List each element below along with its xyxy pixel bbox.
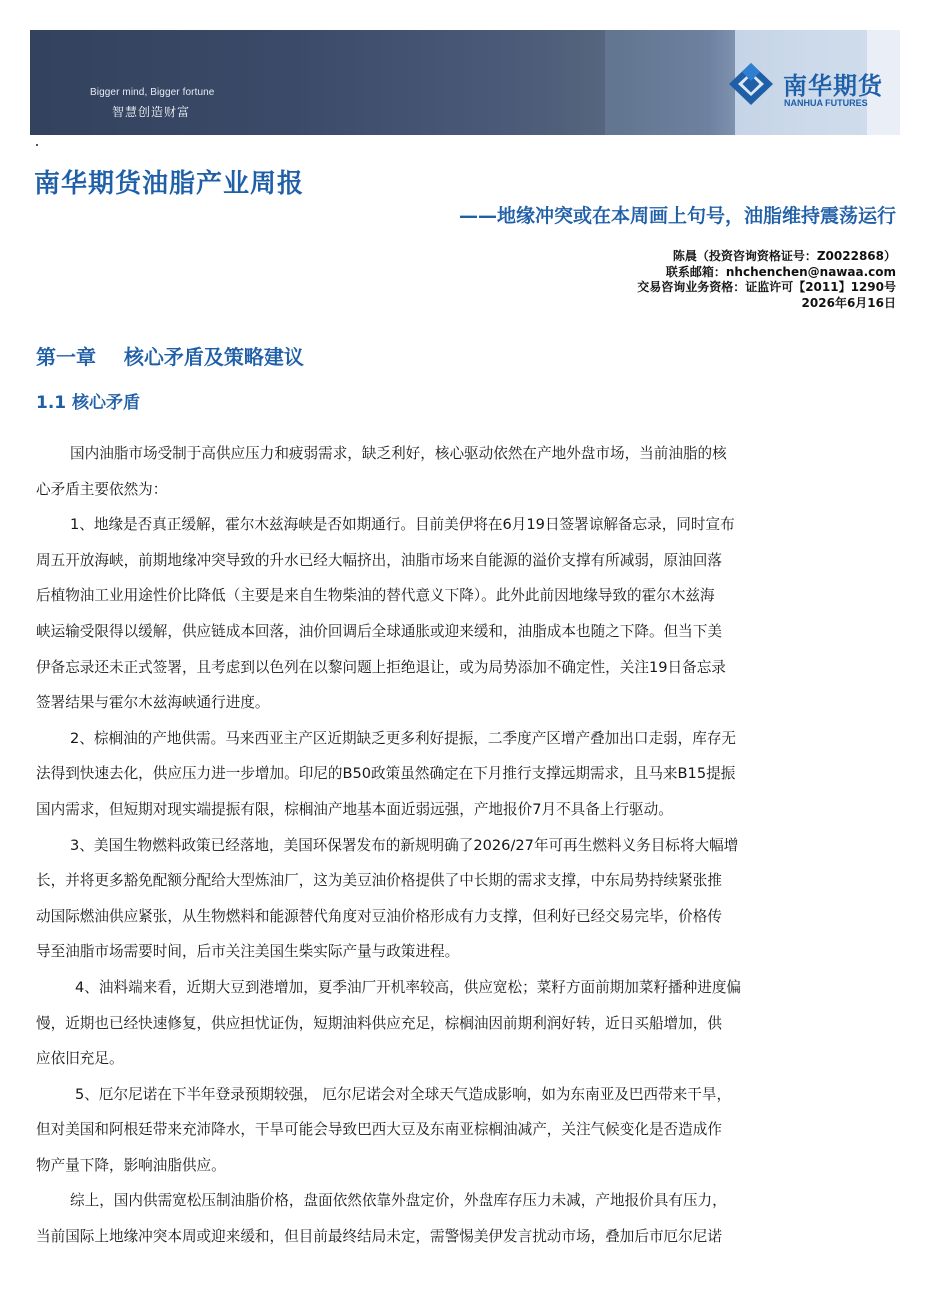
text-line: 当前国际上地缘冲突本周或迎来缓和，但目前最终结局未定，需警惕美伊发言扰动市场，叠加后市厄尔尼诺 (36, 1228, 722, 1246)
text-line: 但对美国和阿根廷带来充沛降水，干旱可能会导致巴西大豆及东南亚棕榈油减产，关注气候变化是否造成作 (36, 1121, 722, 1139)
report-title: 南华期货油脂产业周报 (34, 169, 305, 199)
text-line: 导至油脂市场需要时间，后市关注美国生柴实际产量与政策进程。 (36, 943, 460, 961)
paragraph-point-4 (36, 970, 896, 1077)
email-line: 联系邮箱：nhchenchen@nawaa.com (665, 264, 896, 279)
text-line: 慢，近期也已经快速修复，供应担忧证伪，短期油料供应充足，棕榈油因前期利润好转，近日买船增加，供 (36, 1014, 722, 1032)
text-line: 4、油料端来看，近期大豆到港增加，夏季油厂开机率较高，供应宽松；菜籽方面前期加菜籽播种进度偏 (75, 978, 742, 996)
text-line: 1、地缘是否真正缓解，霍尔木兹海峡是否如期通行。目前美伊将在6月19日签署谅解备忘录，同时宣布 (70, 516, 735, 534)
author-info (637, 249, 896, 311)
text-line: 2、棕榈油的产地供需。马来西亚主产区近期缺乏更多利好提振，二季度产区增产叠加出口走弱，库存无 (70, 729, 737, 747)
text-line: 伊备忘录还未正式签署，且考虑到以色列在以黎问题上拒绝退让，或为局势添加不确定性，关注19日备忘录 (36, 658, 726, 676)
author-line: 陈晨（投资咨询资格证号：Z0022868） (672, 249, 896, 263)
text-line: 心矛盾主要依然为： (36, 480, 168, 498)
banner-panel (605, 30, 735, 135)
slogan-chinese: 智慧创造财富 (112, 105, 191, 119)
section-heading: 1.1 核心矛盾 (36, 393, 141, 413)
text-line: 长，并将更多豁免配额分配给大型炼油厂，这为美豆油价格提供了中长期的需求支撑，中东局势持续紧张推 (36, 872, 722, 890)
chapter-heading: 第一章 核心矛盾及策略建议 (36, 345, 304, 369)
nanhua-logo-icon (727, 61, 775, 107)
text-line: 物产量下降，影响油脂供应。 (36, 1156, 226, 1174)
license-line: 交易咨询业务资格：证监许可【2011】1290号 (637, 280, 896, 294)
report-subtitle: ——地缘冲突或在本周画上句号，油脂维持震荡运行 (458, 205, 896, 227)
page-marker-dot (36, 144, 38, 146)
logo-text-chinese: 南华期货 (783, 72, 883, 100)
text-line: 签署结果与霍尔木兹海峡通行进度。 (36, 694, 270, 712)
text-line: 周五开放海峡，前期地缘冲突导致的升水已经大幅挤出，油脂市场来自能源的溢价支撑有所减弱，原油回落 (36, 551, 722, 569)
text-line: 法得到快速去化，供应压力进一步增加。印尼的B50政策虽然确定在下月推行支撑远期需求，且马来B15提振 (36, 765, 736, 783)
text-line: 国内需求，但短期对现实端提振有限，棕榈油产地基本面近弱远强，产地报价7月不具备上行驱动。 (36, 800, 673, 818)
text-line: 国内油脂市场受制于高供应压力和疲弱需求，缺乏利好，核心驱动依然在产地外盘市场，当前油脂的核 (70, 445, 727, 462)
logo-text-english: NANHUA FUTURES (784, 98, 868, 108)
text-line: 综上，国内供需宽松压制油脂价格，盘面依然依靠外盘定价，外盘库存压力未减，产地报价具有压力， (70, 1192, 727, 1210)
paragraph-point-1 (36, 507, 896, 721)
report-body (36, 436, 896, 1255)
text-line: 3、美国生物燃料政策已经落地，美国环保署发布的新规明确了2026/27年可再生燃料义务目标将大幅增 (70, 836, 739, 854)
text-line: 5、厄尔尼诺在下半年登录预期较强， 厄尔尼诺会对全球天气造成影响，如为东南亚及巴西带来干旱， (75, 1085, 732, 1103)
paragraph-summary (36, 1183, 896, 1254)
header-banner (30, 30, 900, 135)
text-line: 应依旧充足。 (36, 1050, 124, 1068)
paragraph-intro (36, 436, 896, 507)
text-line: 后植物油工业用途性价比降低（主要是来自生物柴油的替代意义下降）。此外此前因地缘导致的霍尔木兹海 (36, 587, 715, 605)
date-line: 2026年6月16日 (801, 295, 896, 310)
paragraph-point-5 (36, 1077, 896, 1184)
paragraph-point-2 (36, 721, 896, 828)
slogan-english: Bigger mind, Bigger fortune (90, 87, 215, 98)
text-line: 动国际燃油供应紧张，从生物燃料和能源替代角度对豆油价格形成有力支撑，但利好已经交易完毕，价格传 (36, 907, 722, 925)
paragraph-point-3 (36, 828, 896, 970)
text-line: 峡运输受限得以缓解，供应链成本回落，油价回调后全球通胀或迎来缓和，油脂成本也随之下降。但当下美 (36, 622, 722, 640)
